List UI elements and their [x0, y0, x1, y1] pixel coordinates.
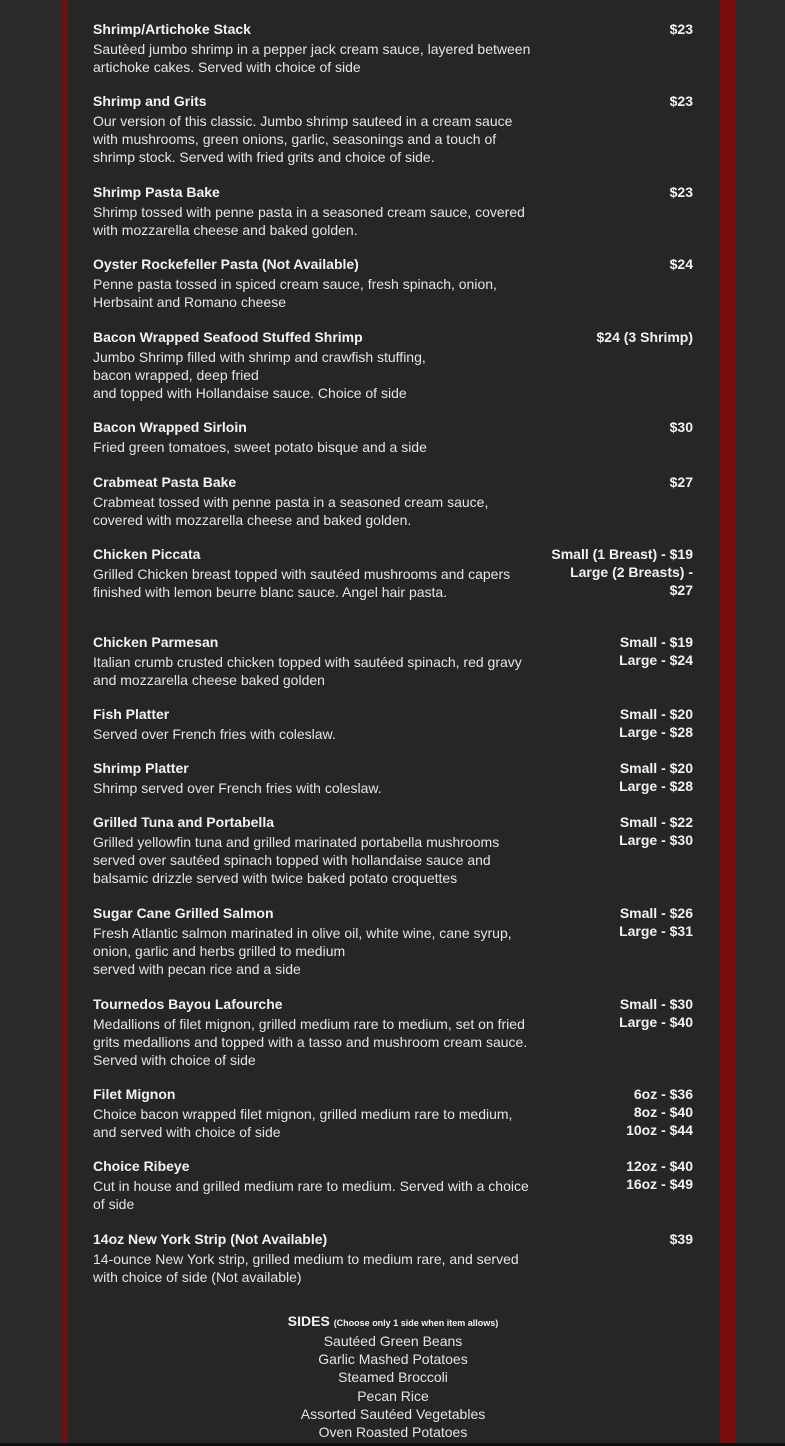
description-line: Cut in house and grilled medium rare to medium. Served with a choice of side [93, 1178, 529, 1213]
sides-section [93, 1312, 693, 1441]
menu-item-name: Sugar Cane Grilled Salmon [93, 905, 274, 921]
sides-note: (Choose only 1 side when item allows) [333, 1318, 499, 1328]
menu-item-price [543, 418, 693, 436]
menu-item-price [543, 1085, 693, 1140]
description-line: Served over French fries with coleslaw. [93, 726, 336, 742]
price-line: $23 [669, 93, 693, 109]
menu-item-price [543, 92, 693, 110]
side-item: Assorted Sautéed Vegetables [300, 1405, 486, 1422]
menu-item-description [93, 1015, 538, 1070]
menu-item-name: Grilled Tuna and Portabella [93, 814, 274, 830]
price-line: $23 [669, 21, 693, 37]
menu-item-price [543, 1230, 693, 1248]
description-line: Grilled Chicken breast topped with sautéed mushrooms and capers finished with lemon beurre blanc sauce. Angel hair pasta. [93, 566, 511, 601]
menu-item-name: Shrimp and Grits [93, 93, 207, 109]
price-line: 16oz - $49 [626, 1176, 693, 1193]
menu-item-name: 14oz New York Strip (Not Available) [93, 1231, 328, 1247]
price-line: Large - $24 [619, 652, 693, 669]
menu-item-description [93, 438, 538, 456]
description-line: served with pecan rice and a side [93, 961, 301, 978]
menu-item-price [543, 633, 693, 669]
left-border [62, 0, 68, 1446]
price-line: $30 [669, 419, 693, 435]
menu-item-name: Bacon Wrapped Seafood Stuffed Shrimp [93, 329, 363, 345]
menu-item-description [93, 833, 538, 888]
price-line: Large (2 Breasts) - $27 [570, 564, 693, 599]
price-line: $24 [669, 256, 693, 272]
menu-item-price [543, 813, 693, 849]
price-line: 6oz - $36 [633, 1086, 693, 1102]
description-line: Fresh Atlantic salmon marinated in olive oil, white wine, cane syrup, onion, garlic and herbs grilled to medium [93, 925, 512, 960]
price-line: 12oz - $40 [626, 1158, 693, 1174]
price-line: Small - $30 [619, 996, 693, 1012]
description-line: Our version of this classic. Jumbo shrimp sauteed in a cream sauce with mushrooms, green onions, garlic, seasonings and a touch of shrimp stock. Served with fried grits and choice of side. [93, 113, 513, 166]
menu-item-name: Choice Ribeye [93, 1158, 190, 1174]
menu-item-description [93, 1105, 538, 1141]
menu-item-description [93, 493, 538, 529]
price-line: $27 [669, 474, 693, 490]
menu-item-price [543, 183, 693, 201]
right-border [720, 0, 736, 1446]
description-line: Medallions of filet mignon, grilled medium rare to medium, set on fried grits medallions and topped with a tasso and mushroom cream sauce. Served with choice of side [93, 1016, 528, 1069]
description-line: Crabmeat tossed with penne pasta in a seasoned cream sauce, covered with mozzarella cheese and baked golden. [93, 494, 489, 529]
description-line: bacon wrapped, deep fried [93, 367, 259, 384]
price-line: $39 [669, 1231, 693, 1247]
price-line: Large - $30 [619, 832, 693, 849]
menu-item-price [543, 255, 693, 273]
side-item: Sautéed Green Beans [323, 1333, 463, 1349]
price-line: Large - $28 [619, 724, 693, 741]
side-item: Oven Roasted Potatoes [318, 1424, 468, 1441]
description-line: and topped with Hollandaise sauce. Choice of side [93, 385, 407, 402]
menu-item-price [543, 1157, 693, 1193]
price-line: Small - $20 [619, 760, 693, 776]
menu-item-price [543, 545, 693, 600]
menu-item-price [543, 995, 693, 1031]
menu-item-name: Shrimp/Artichoke Stack [93, 21, 251, 37]
price-line: 10oz - $44 [626, 1122, 693, 1139]
price-line: Small (1 Breast) - $19 [551, 546, 693, 562]
price-line: Small - $20 [619, 706, 693, 722]
description-line: Italian crumb crusted chicken topped with sautéed spinach, red gravy and mozzarella cheese baked golden [93, 654, 522, 689]
menu-item-description [93, 924, 538, 979]
menu-item-description [93, 112, 538, 167]
menu-item-price [543, 328, 693, 346]
menu-item-description [93, 565, 538, 601]
menu-item-name: Tournedos Bayou Lafourche [93, 996, 283, 1012]
menu-item-description [93, 653, 538, 689]
description-line: Sautèed jumbo shrimp in a pepper jack cream sauce, layered between artichoke cakes. Served with choice of side [93, 41, 531, 76]
menu-item-price [543, 20, 693, 38]
menu-item-price [543, 759, 693, 795]
description-line: Jumbo Shrimp filled with shrimp and crawfish stuffing, [93, 349, 426, 365]
price-line: $23 [669, 184, 693, 200]
price-line: Large - $31 [619, 923, 693, 940]
menu-item-description [93, 725, 538, 743]
menu-item-description [93, 40, 538, 76]
menu-item-description [93, 779, 538, 797]
price-line: Small - $19 [619, 634, 693, 650]
price-line: Large - $40 [619, 1014, 693, 1031]
price-line: Small - $26 [619, 905, 693, 921]
side-item: Pecan Rice [357, 1387, 429, 1404]
menu-item-description [93, 1250, 538, 1286]
description-line: Fried green tomatoes, sweet potato bisque and a side [93, 439, 427, 455]
menu-item-name: Oyster Rockefeller Pasta (Not Available) [93, 256, 359, 272]
menu-item-price [543, 904, 693, 940]
menu-item-name: Crabmeat Pasta Bake [93, 474, 237, 490]
sides-title: SIDES [287, 1313, 330, 1329]
menu-item-description [93, 348, 538, 403]
description-line: Choice bacon wrapped filet mignon, grilled medium rare to medium, and served with choice of side [93, 1106, 513, 1141]
menu-item-description [93, 275, 538, 311]
menu-item-price [543, 705, 693, 741]
menu-item-name: Chicken Parmesan [93, 634, 219, 650]
menu-item-description [93, 203, 538, 239]
description-line: 14-ounce New York strip, grilled medium to medium rare, and served with choice of side (Not available) [93, 1251, 519, 1286]
price-line: $24 (3 Shrimp) [596, 329, 693, 345]
menu-item-name: Filet Mignon [93, 1086, 176, 1102]
menu-item-price [543, 473, 693, 491]
menu-item-description [93, 1177, 538, 1213]
side-item: Garlic Mashed Potatoes [318, 1351, 468, 1368]
menu-item-name: Fish Platter [93, 706, 170, 722]
price-line: Small - $22 [619, 814, 693, 830]
menu-item-name: Chicken Piccata [93, 546, 201, 562]
description-line: Shrimp served over French fries with coleslaw. [93, 780, 382, 796]
description-line: Shrimp tossed with penne pasta in a seasoned cream sauce, covered with mozzarella cheese and baked golden. [93, 204, 525, 239]
price-line: Large - $28 [619, 778, 693, 795]
side-item: Steamed Broccoli [338, 1369, 448, 1386]
description-line: Penne pasta tossed in spiced cream sauce, fresh spinach, onion, Herbsaint and Romano cheese [93, 276, 497, 311]
price-line: 8oz - $40 [633, 1104, 693, 1121]
menu-item-name: Bacon Wrapped Sirloin [93, 419, 247, 435]
sides-list [93, 1332, 693, 1441]
menu-item-name: Shrimp Pasta Bake [93, 184, 220, 200]
menu-item-name: Shrimp Platter [93, 760, 189, 776]
description-line: Grilled yellowfin tuna and grilled marinated portabella mushrooms served over sautéed spinach topped with hollandaise sauce and balsamic drizzle served with twice baked potato croquettes [93, 834, 500, 887]
sides-heading [93, 1312, 693, 1332]
